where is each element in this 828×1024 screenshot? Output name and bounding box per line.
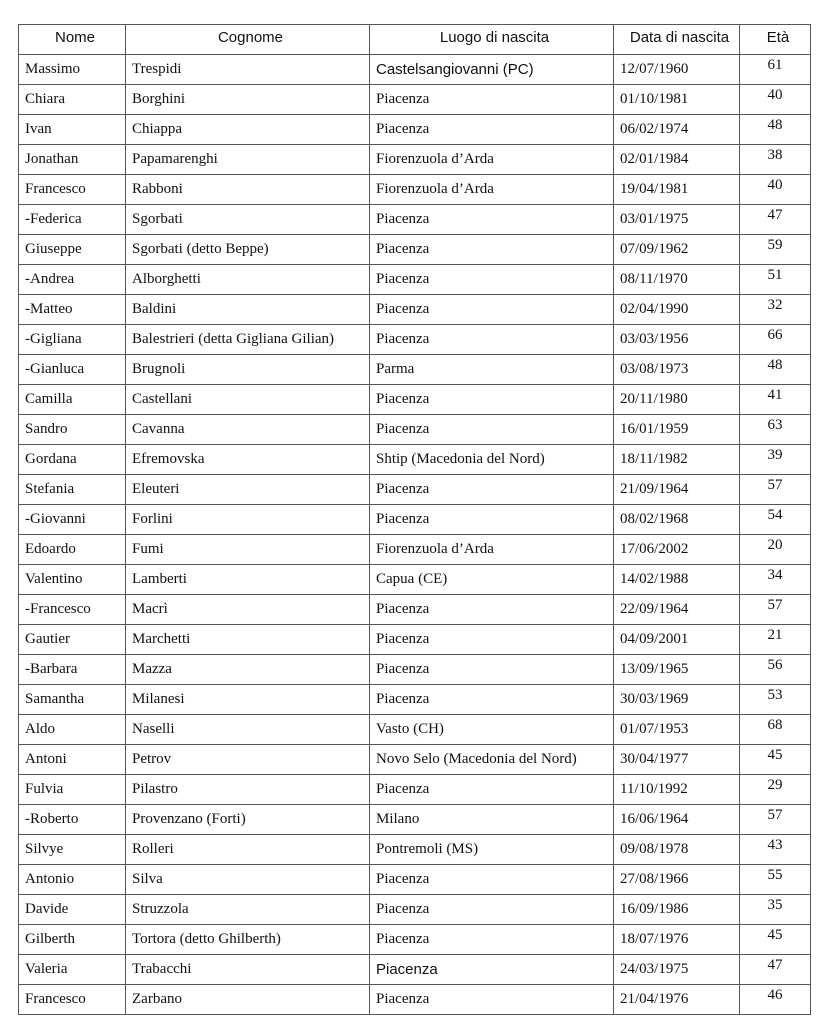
cell-data: 03/08/1973 [614, 355, 740, 385]
cell-eta: 46 [740, 985, 811, 1015]
table-row [19, 265, 811, 295]
cell-eta: 47 [740, 955, 811, 985]
cell-nome: -Gianluca [19, 355, 126, 385]
cell-cognome: Cavanna [126, 415, 370, 445]
table-row [19, 175, 811, 205]
cell-cognome: Rabboni [126, 175, 370, 205]
table-row [19, 685, 811, 715]
cell-eta: 51 [740, 265, 811, 295]
table-row [19, 775, 811, 805]
cell-eta: 66 [740, 325, 811, 355]
cell-luogo: Parma [370, 355, 614, 385]
table-row [19, 325, 811, 355]
cell-luogo: Fiorenzuola d’Arda [370, 145, 614, 175]
table-row [19, 985, 811, 1015]
header-row [19, 25, 811, 55]
cell-luogo: Piacenza [370, 115, 614, 145]
cell-luogo: Milano [370, 805, 614, 835]
table-row [19, 145, 811, 175]
cell-nome: -Matteo [19, 295, 126, 325]
cell-cognome: Naselli [126, 715, 370, 745]
cell-luogo: Piacenza [370, 475, 614, 505]
cell-nome: Francesco [19, 985, 126, 1015]
cell-luogo: Piacenza [370, 205, 614, 235]
header-nome: Nome [19, 25, 126, 55]
cell-eta: 57 [740, 475, 811, 505]
cell-luogo: Pontremoli (MS) [370, 835, 614, 865]
cell-nome: Fulvia [19, 775, 126, 805]
cell-cognome: Petrov [126, 745, 370, 775]
cell-data: 03/01/1975 [614, 205, 740, 235]
cell-luogo: Piacenza [370, 685, 614, 715]
cell-cognome: Balestrieri (detta Gigliana Gilian) [126, 325, 370, 355]
cell-data: 13/09/1965 [614, 655, 740, 685]
cell-data: 16/09/1986 [614, 895, 740, 925]
cell-eta: 48 [740, 355, 811, 385]
cell-luogo: Novo Selo (Macedonia del Nord) [370, 745, 614, 775]
table-row [19, 295, 811, 325]
cell-data: 20/11/1980 [614, 385, 740, 415]
cell-data: 03/03/1956 [614, 325, 740, 355]
cell-nome: Edoardo [19, 535, 126, 565]
cell-eta: 56 [740, 655, 811, 685]
cell-nome: Antoni [19, 745, 126, 775]
cell-nome: Aldo [19, 715, 126, 745]
cell-cognome: Milanesi [126, 685, 370, 715]
people-table [18, 24, 811, 1015]
cell-luogo: Piacenza [370, 385, 614, 415]
cell-nome: Chiara [19, 85, 126, 115]
table-row [19, 895, 811, 925]
cell-cognome: Struzzola [126, 895, 370, 925]
cell-cognome: Provenzano (Forti) [126, 805, 370, 835]
cell-eta: 61 [740, 55, 811, 85]
table-row [19, 505, 811, 535]
cell-cognome: Brugnoli [126, 355, 370, 385]
cell-nome: Gordana [19, 445, 126, 475]
cell-cognome: Macrì [126, 595, 370, 625]
cell-eta: 20 [740, 535, 811, 565]
cell-nome: Gautier [19, 625, 126, 655]
table-row [19, 955, 811, 985]
cell-data: 21/09/1964 [614, 475, 740, 505]
cell-cognome: Borghini [126, 85, 370, 115]
cell-nome: -Giovanni [19, 505, 126, 535]
cell-cognome: Zarbano [126, 985, 370, 1015]
cell-nome: Ivan [19, 115, 126, 145]
cell-cognome: Chiappa [126, 115, 370, 145]
cell-luogo: Shtip (Macedonia del Nord) [370, 445, 614, 475]
cell-luogo: Capua (CE) [370, 565, 614, 595]
cell-eta: 53 [740, 685, 811, 715]
cell-eta: 40 [740, 175, 811, 205]
cell-luogo: Piacenza [370, 625, 614, 655]
cell-data: 16/06/1964 [614, 805, 740, 835]
cell-nome: -Gigliana [19, 325, 126, 355]
cell-luogo: Piacenza [370, 655, 614, 685]
cell-nome: -Francesco [19, 595, 126, 625]
cell-eta: 59 [740, 235, 811, 265]
cell-data: 07/09/1962 [614, 235, 740, 265]
cell-data: 21/04/1976 [614, 985, 740, 1015]
cell-luogo: Piacenza [370, 985, 614, 1015]
cell-nome: Stefania [19, 475, 126, 505]
cell-cognome: Eleuteri [126, 475, 370, 505]
table-row [19, 925, 811, 955]
cell-eta: 35 [740, 895, 811, 925]
cell-eta: 45 [740, 925, 811, 955]
cell-luogo: Fiorenzuola d’Arda [370, 535, 614, 565]
cell-luogo: Piacenza [370, 415, 614, 445]
cell-data: 09/08/1978 [614, 835, 740, 865]
cell-cognome: Sgorbati [126, 205, 370, 235]
cell-nome: Valentino [19, 565, 126, 595]
cell-cognome: Rolleri [126, 835, 370, 865]
cell-eta: 34 [740, 565, 811, 595]
cell-cognome: Silva [126, 865, 370, 895]
cell-cognome: Forlini [126, 505, 370, 535]
table-row [19, 55, 811, 85]
table-row [19, 115, 811, 145]
table-row [19, 655, 811, 685]
cell-cognome: Papamarenghi [126, 145, 370, 175]
cell-data: 04/09/2001 [614, 625, 740, 655]
cell-data: 16/01/1959 [614, 415, 740, 445]
header-luogo: Luogo di nascita [370, 25, 614, 55]
cell-luogo: Piacenza [370, 955, 614, 985]
cell-nome: Camilla [19, 385, 126, 415]
table-body [19, 55, 811, 1015]
table-row [19, 235, 811, 265]
cell-data: 30/04/1977 [614, 745, 740, 775]
table-row [19, 745, 811, 775]
cell-luogo: Piacenza [370, 595, 614, 625]
cell-luogo: Piacenza [370, 235, 614, 265]
cell-data: 02/01/1984 [614, 145, 740, 175]
cell-luogo: Fiorenzuola d’Arda [370, 175, 614, 205]
cell-luogo: Castelsangiovanni (PC) [370, 55, 614, 85]
cell-data: 02/04/1990 [614, 295, 740, 325]
cell-data: 08/02/1968 [614, 505, 740, 535]
cell-eta: 57 [740, 595, 811, 625]
cell-nome: Samantha [19, 685, 126, 715]
cell-eta: 39 [740, 445, 811, 475]
cell-data: 12/07/1960 [614, 55, 740, 85]
cell-eta: 45 [740, 745, 811, 775]
cell-nome: Giuseppe [19, 235, 126, 265]
cell-nome: Sandro [19, 415, 126, 445]
cell-luogo: Piacenza [370, 925, 614, 955]
cell-nome: Antonio [19, 865, 126, 895]
cell-nome: Francesco [19, 175, 126, 205]
cell-data: 08/11/1970 [614, 265, 740, 295]
cell-luogo: Piacenza [370, 865, 614, 895]
cell-cognome: Trespidi [126, 55, 370, 85]
cell-luogo: Vasto (CH) [370, 715, 614, 745]
table-row [19, 865, 811, 895]
table-row [19, 595, 811, 625]
cell-cognome: Marchetti [126, 625, 370, 655]
cell-data: 22/09/1964 [614, 595, 740, 625]
table-row [19, 385, 811, 415]
cell-eta: 68 [740, 715, 811, 745]
cell-nome: -Federica [19, 205, 126, 235]
cell-cognome: Fumi [126, 535, 370, 565]
cell-nome: -Roberto [19, 805, 126, 835]
cell-luogo: Piacenza [370, 325, 614, 355]
cell-cognome: Pilastro [126, 775, 370, 805]
cell-nome: Silvye [19, 835, 126, 865]
cell-data: 01/10/1981 [614, 85, 740, 115]
cell-data: 11/10/1992 [614, 775, 740, 805]
cell-nome: Jonathan [19, 145, 126, 175]
cell-eta: 55 [740, 865, 811, 895]
cell-eta: 21 [740, 625, 811, 655]
table-row [19, 565, 811, 595]
cell-eta: 32 [740, 295, 811, 325]
cell-eta: 54 [740, 505, 811, 535]
cell-data: 24/03/1975 [614, 955, 740, 985]
cell-data: 14/02/1988 [614, 565, 740, 595]
cell-eta: 43 [740, 835, 811, 865]
cell-eta: 47 [740, 205, 811, 235]
cell-luogo: Piacenza [370, 505, 614, 535]
cell-luogo: Piacenza [370, 265, 614, 295]
cell-luogo: Piacenza [370, 295, 614, 325]
cell-nome: -Andrea [19, 265, 126, 295]
table-row [19, 205, 811, 235]
cell-cognome: Castellani [126, 385, 370, 415]
table-row [19, 445, 811, 475]
cell-eta: 63 [740, 415, 811, 445]
table-row [19, 85, 811, 115]
cell-nome: Gilberth [19, 925, 126, 955]
cell-eta: 29 [740, 775, 811, 805]
cell-eta: 38 [740, 145, 811, 175]
cell-data: 30/03/1969 [614, 685, 740, 715]
cell-cognome: Mazza [126, 655, 370, 685]
cell-nome: Massimo [19, 55, 126, 85]
cell-data: 06/02/1974 [614, 115, 740, 145]
cell-luogo: Piacenza [370, 85, 614, 115]
cell-eta: 57 [740, 805, 811, 835]
cell-nome: Valeria [19, 955, 126, 985]
cell-eta: 41 [740, 385, 811, 415]
cell-eta: 40 [740, 85, 811, 115]
header-data: Data di nascita [614, 25, 740, 55]
table-row [19, 475, 811, 505]
table-row [19, 625, 811, 655]
cell-cognome: Baldini [126, 295, 370, 325]
cell-cognome: Lamberti [126, 565, 370, 595]
cell-eta: 48 [740, 115, 811, 145]
table-row [19, 715, 811, 745]
table-row [19, 415, 811, 445]
cell-luogo: Piacenza [370, 895, 614, 925]
cell-data: 01/07/1953 [614, 715, 740, 745]
table-row [19, 835, 811, 865]
table-row [19, 805, 811, 835]
cell-cognome: Alborghetti [126, 265, 370, 295]
cell-nome: Davide [19, 895, 126, 925]
header-eta: Età [740, 25, 811, 55]
cell-cognome: Trabacchi [126, 955, 370, 985]
cell-data: 17/06/2002 [614, 535, 740, 565]
cell-cognome: Tortora (detto Ghilberth) [126, 925, 370, 955]
cell-luogo: Piacenza [370, 775, 614, 805]
cell-data: 19/04/1981 [614, 175, 740, 205]
cell-data: 18/11/1982 [614, 445, 740, 475]
cell-cognome: Efremovska [126, 445, 370, 475]
table-row [19, 355, 811, 385]
cell-data: 18/07/1976 [614, 925, 740, 955]
cell-nome: -Barbara [19, 655, 126, 685]
header-cognome: Cognome [126, 25, 370, 55]
cell-data: 27/08/1966 [614, 865, 740, 895]
table-row [19, 535, 811, 565]
cell-cognome: Sgorbati (detto Beppe) [126, 235, 370, 265]
